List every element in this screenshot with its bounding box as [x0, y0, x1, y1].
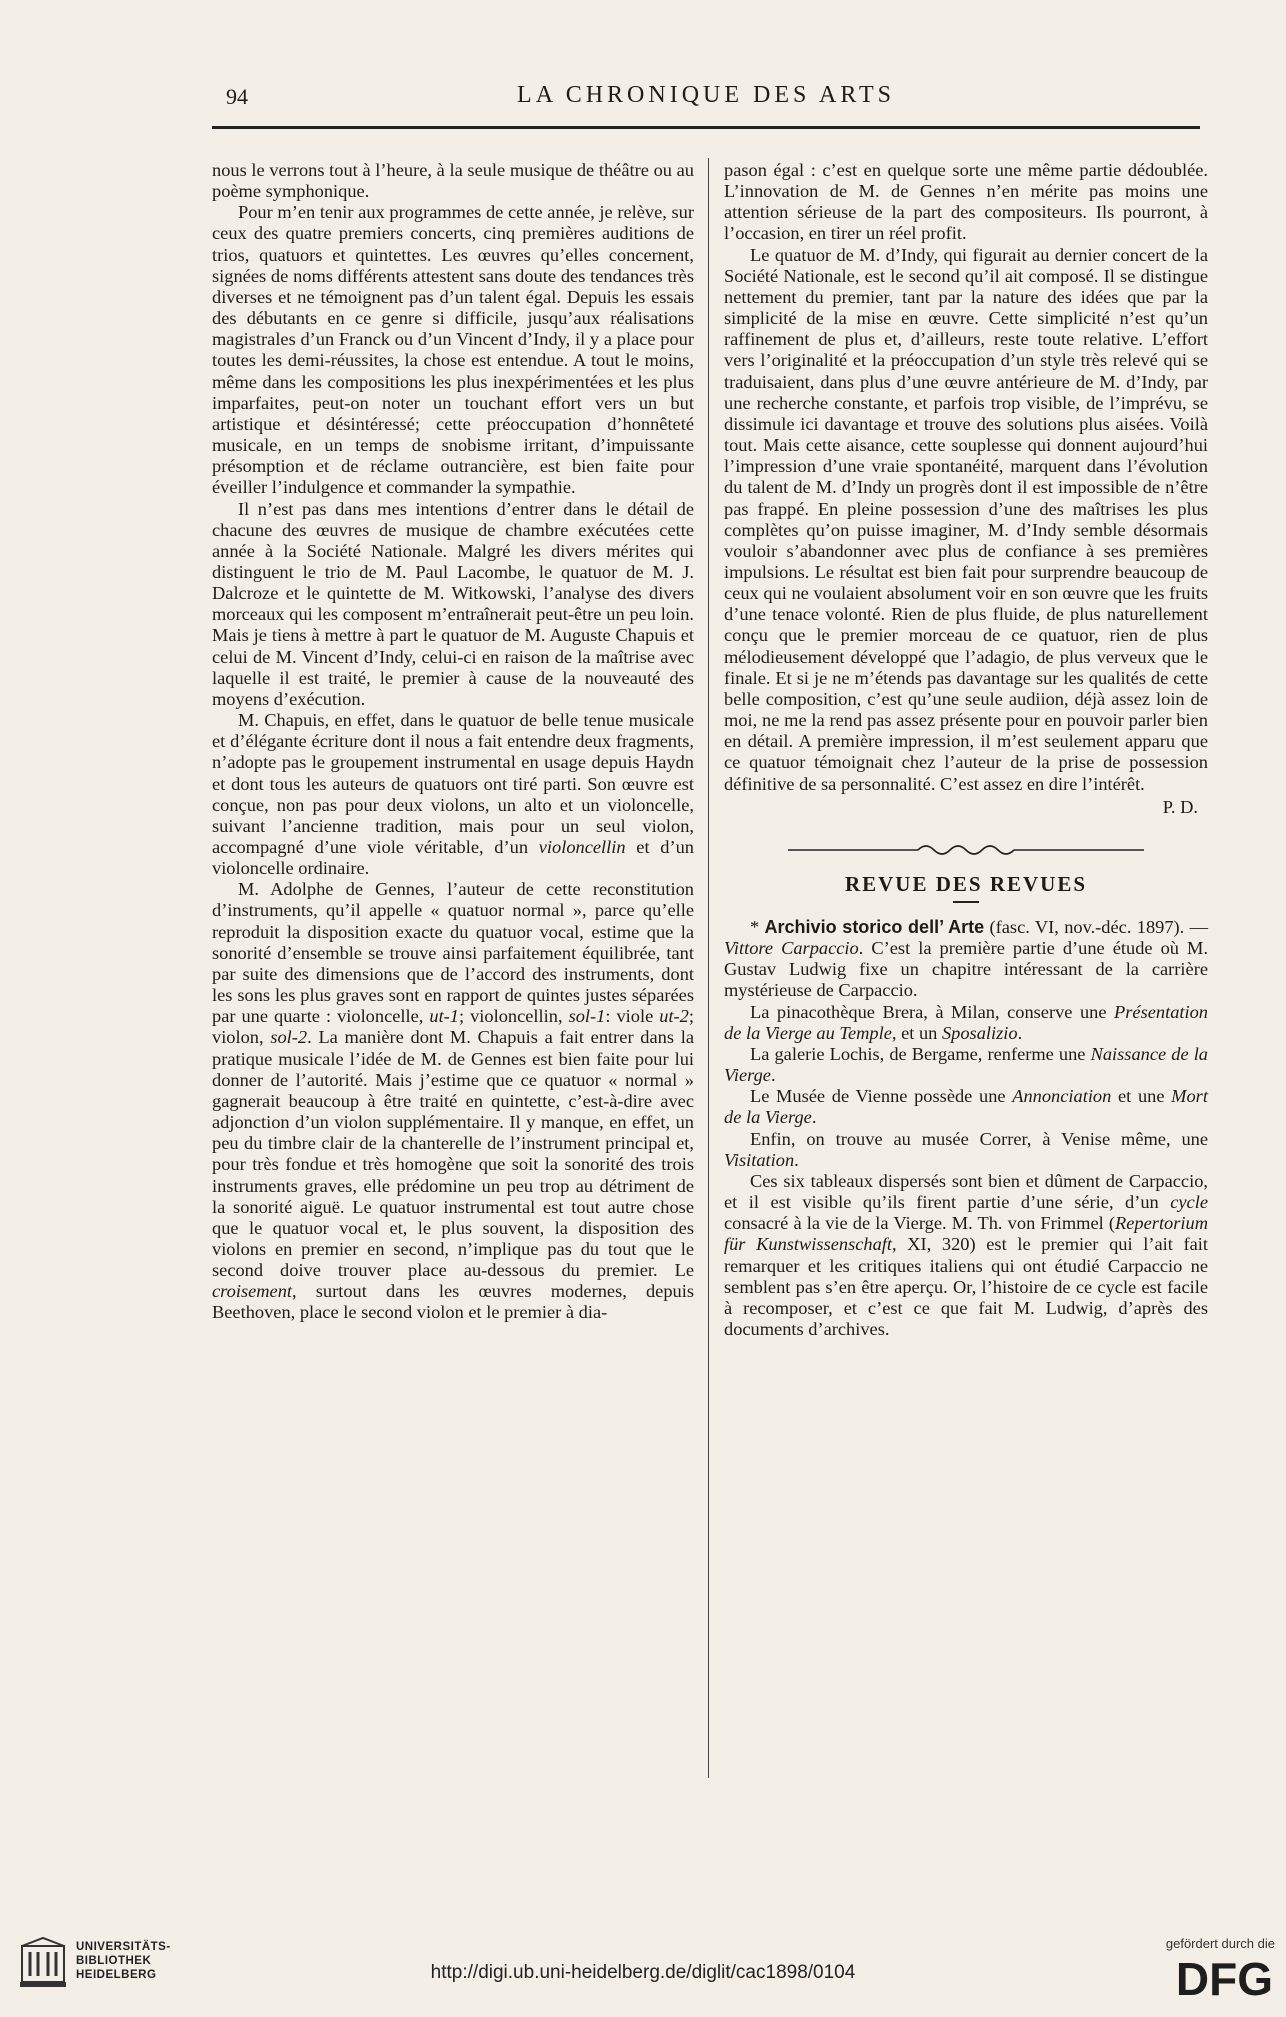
- paragraph: Il n’est pas dans mes intentions d’entrer dans le détail de chacune des œuvres de musique de chambre exécutées cette année à la Société Nationale. Malgré les divers mérites qui distinguent le trio de M. Paul Lacombe, le quatuor de M. J. Dalcroze et le quintette de M. Witkowski, l’analyse des divers morceaux qui les composent m’entraînerait peut-être un peu loin. Mais je tiens à mettre à part le quatuor de M. Auguste Chapuis et celui de M. Vincent d’Indy, celui-ci en raison de la maîtrise avec laquelle il est traité, le premier à cause de la nouveauté des moyens d’exécution.: [212, 498, 694, 709]
- paragraph: Le quatuor de M. d’Indy, qui figurait au dernier concert de la Société Nationale, est le second qu’il ait composé. Il se distingue nettement du premier, tant par la nature des idées que par la simplicité de la mise en œuvre. Cette simplicité n’est qu’un raffinement de plus et, d’ailleurs, reste toute relative. L’effort vers l’originalité et la préoccupation d’un style très relevé qui se traduisaient, dans plus d’une œuvre antérieure de M. d’Indy, par une recherche constante, et parfois trop visible, de l’imprévu, se dissimule ici davantage et trouve des solutions plus aisées. Voilà tout. Mais cette aisance, cette souplesse qui donnent aujourd’hui l’impression d’une vraie spontanéité, marquent dans l’évolution du talent de M. d’Indy un progrès dont il est impossible de n’être pas frappé. En pleine possession d’une des maîtrises les plus complètes qu’on puisse imaginer, M. d’Indy semble désormais vouloir s’abandonner avec plus de confiance à ses premières impulsions. Le résultat est bien fait pour surprendre beaucoup de ceux qui ne voulaient absolument voir en son œuvre que les fruits d’une tenace volonté. Rien de plus fluide, de plus naturellement conçu que le premier morceau de ce quatuor, rien de plus mélodieusement développé que l’adagio, de plus verveux que le finale. Et si je ne m’étends pas davantage sur les qualités de cette belle composition, c’est qu’une seule audiion, déjà assez loin de moi, ne me la rend pas assez présente pour en pouvoir parler bien en détail. A première impression, il m’est seulement apparu que ce quatuor témoignait chez l’auteur de la prise de possession définitive de sa personnalité. C’est assez en dire l’intérêt.: [724, 244, 1208, 794]
- column-divider: [708, 158, 709, 1778]
- paragraph: pason égal : c’est en quelque sorte une même partie dédoublée. L’innovation de M. de Gennes n’en mérite pas moins une attention sérieuse de la part des compositeurs. Ils pourront, à l’occasion, en tirer un réel profit.: [724, 160, 1208, 244]
- paragraph: La galerie Lochis, de Bergame, renferme une Naissance de la Vierge.: [724, 1043, 1209, 1086]
- section-heading: REVUE DES REVUES: [844, 871, 1088, 896]
- library-name: UNIVERSITÄTS- BIBLIOTHEK HEIDELBERG: [76, 1941, 171, 1981]
- running-title: LA CHRONIQUE DES ARTS: [517, 82, 895, 108]
- paragraph: M. Adolphe de Gennes, l’auteur de cette reconstitution d’instruments, qu’il appelle « quatuor normal », parce qu’elle reproduit la disposition exacte du quatuor vocal, estime que la sonorité d’ensemble se trouve ainsi parfaitement équilibrée, tant par suite des dimensions que de l’accord des instruments, dont les sons les plus graves sont en rapport de quintes justes séparées par une quarte : violoncelle, ut-1; violoncellin, sol-1: viole ut-2; violon, sol-2. La manière dont M. Chapuis a fait entrer dans la pratique musicale l’idée de M. de Gennes est bien faite pour lui donner de l’autorité. Mais j’estime que ce quatuor « normal » gagnerait beaucoup à être traité en quintette, c’est-à-dire avec adjonction d’un violon supplémentaire. Il y manque, en effet, un peu du timbre clair de la chanterelle de l’instrument principal et, pour très fondue et très homogène que soit la sonorité des trois instruments graves, elle prédomine un peu trop au détriment de la sonorité aiguë. Le quatuor instrumental est tout autre chose que le quatuor vocal et, le plus souvent, la disposition des violons en premier en second, n’implique pas du tout que le second doive trouver place au-dessous du premier. Le croisement, surtout dans les œuvres modernes, depuis Beethoven, place le second violon et le premier à dia-: [212, 879, 694, 1323]
- paragraph: Pour m’en tenir aux programmes de cette année, je relève, sur ceux des quatre premiers concerts, cinq premières auditions de trios, quatuors et quintettes. Les œuvres qu’elles concernent, signées de noms différents attestent sans doute des tendances très diverses et ne témoignent pas d’un talent égal. Depuis les essais des débutants en ce genre si difficile, jusqu’aux réalisations magistrales d’un Franck ou d’un Vincent d’Indy, il y a place pour toutes les demi-réussites, la chose est entendue. A tout le moins, même dans les compositions les plus inexpérimentées et les plus imparfaites, peut-on noter un touchant effort vers un but artistique et désintéressé; cette préoccupation d’honnêteté musicale, en un temps de snobisme irritant, d’impuissante présomption et de réclame outrancière, est bien faite pour éveiller l’indulgence et commander la sympathie.: [212, 202, 694, 498]
- paragraph: M. Chapuis, en effet, dans le quatuor de belle tenue musicale et d’élégante écriture dont il nous a fait entendre deux fragments, n’adopte pas le groupement instrumental en usage depuis Haydn et dont tous les auteurs de quatuors ont tiré parti. Son œuvre est conçue, non pas pour deux violons, un alto et un violoncelle, suivant l’ancienne tradition, mais pour un seul violon, accompagné d’une viole véritable, d’un violoncellin et d’un violoncelle ordinaire.: [212, 710, 694, 879]
- svg-text:DFG: DFG: [1175, 1953, 1273, 2001]
- ornament-divider: [788, 840, 1144, 860]
- paragraph: Le Musée de Vienne possède une Annonciation et une Mort de la Vierge.: [724, 1086, 1208, 1128]
- funding-notice: [1145, 1936, 1275, 2001]
- header-rule: [212, 126, 1200, 129]
- funding-label: gefördert durch die: [1165, 1936, 1275, 1951]
- review-entry: * Archivio storico dell’ Arte (fasc. VI, nov.-déc. 1897). — Vittore Carpaccio. C’est la première partie d’une étude où M. Gustav Ludwig fixe un chapitre intéressant de la carrière mystérieuse de Carpaccio.: [724, 917, 1208, 1001]
- dfg-logo-icon[interactable]: [1155, 1953, 1275, 2001]
- signature: P. D.: [1162, 796, 1198, 817]
- page-header: [212, 78, 1200, 118]
- paragraph: Enfin, on trouve au musée Correr, à Venise même, une Visitation.: [724, 1128, 1208, 1170]
- paragraph: nous le verrons tout à l’heure, à la seule musique de théâtre ou au poème symphonique.: [212, 160, 694, 202]
- section-dash: [953, 901, 979, 903]
- right-column: [724, 160, 1208, 1340]
- source-url-link[interactable]: http://digi.ub.uni-heidelberg.de/diglit/cac1898/0104: [430, 1962, 856, 1983]
- left-column: [212, 160, 694, 1324]
- page-number: 94: [226, 84, 248, 109]
- paragraph: Ces six tableaux dispersés sont bien et dûment de Carpaccio, et il est visible qu’ils firent partie d’une série, d’un cycle consacré à la vie de la Vierge. M. Th. von Frimmel (Repertorium für Kunstwissenschaft, XI, 320) est le premier qui l’ait fait remarquer et les critiques italiens qui ont étudié Carpaccio ne semblent pas s’en être aperçu. Or, l’histoire de ce cycle est facile à recomposer, et c’est ce que fait M. Ludwig, d’après des documents d’archives.: [724, 1170, 1208, 1339]
- paragraph: La pinacothèque Brera, à Milan, conserve une Présentation de la Vierge au Temple, et un Sposalizio.: [724, 1001, 1208, 1043]
